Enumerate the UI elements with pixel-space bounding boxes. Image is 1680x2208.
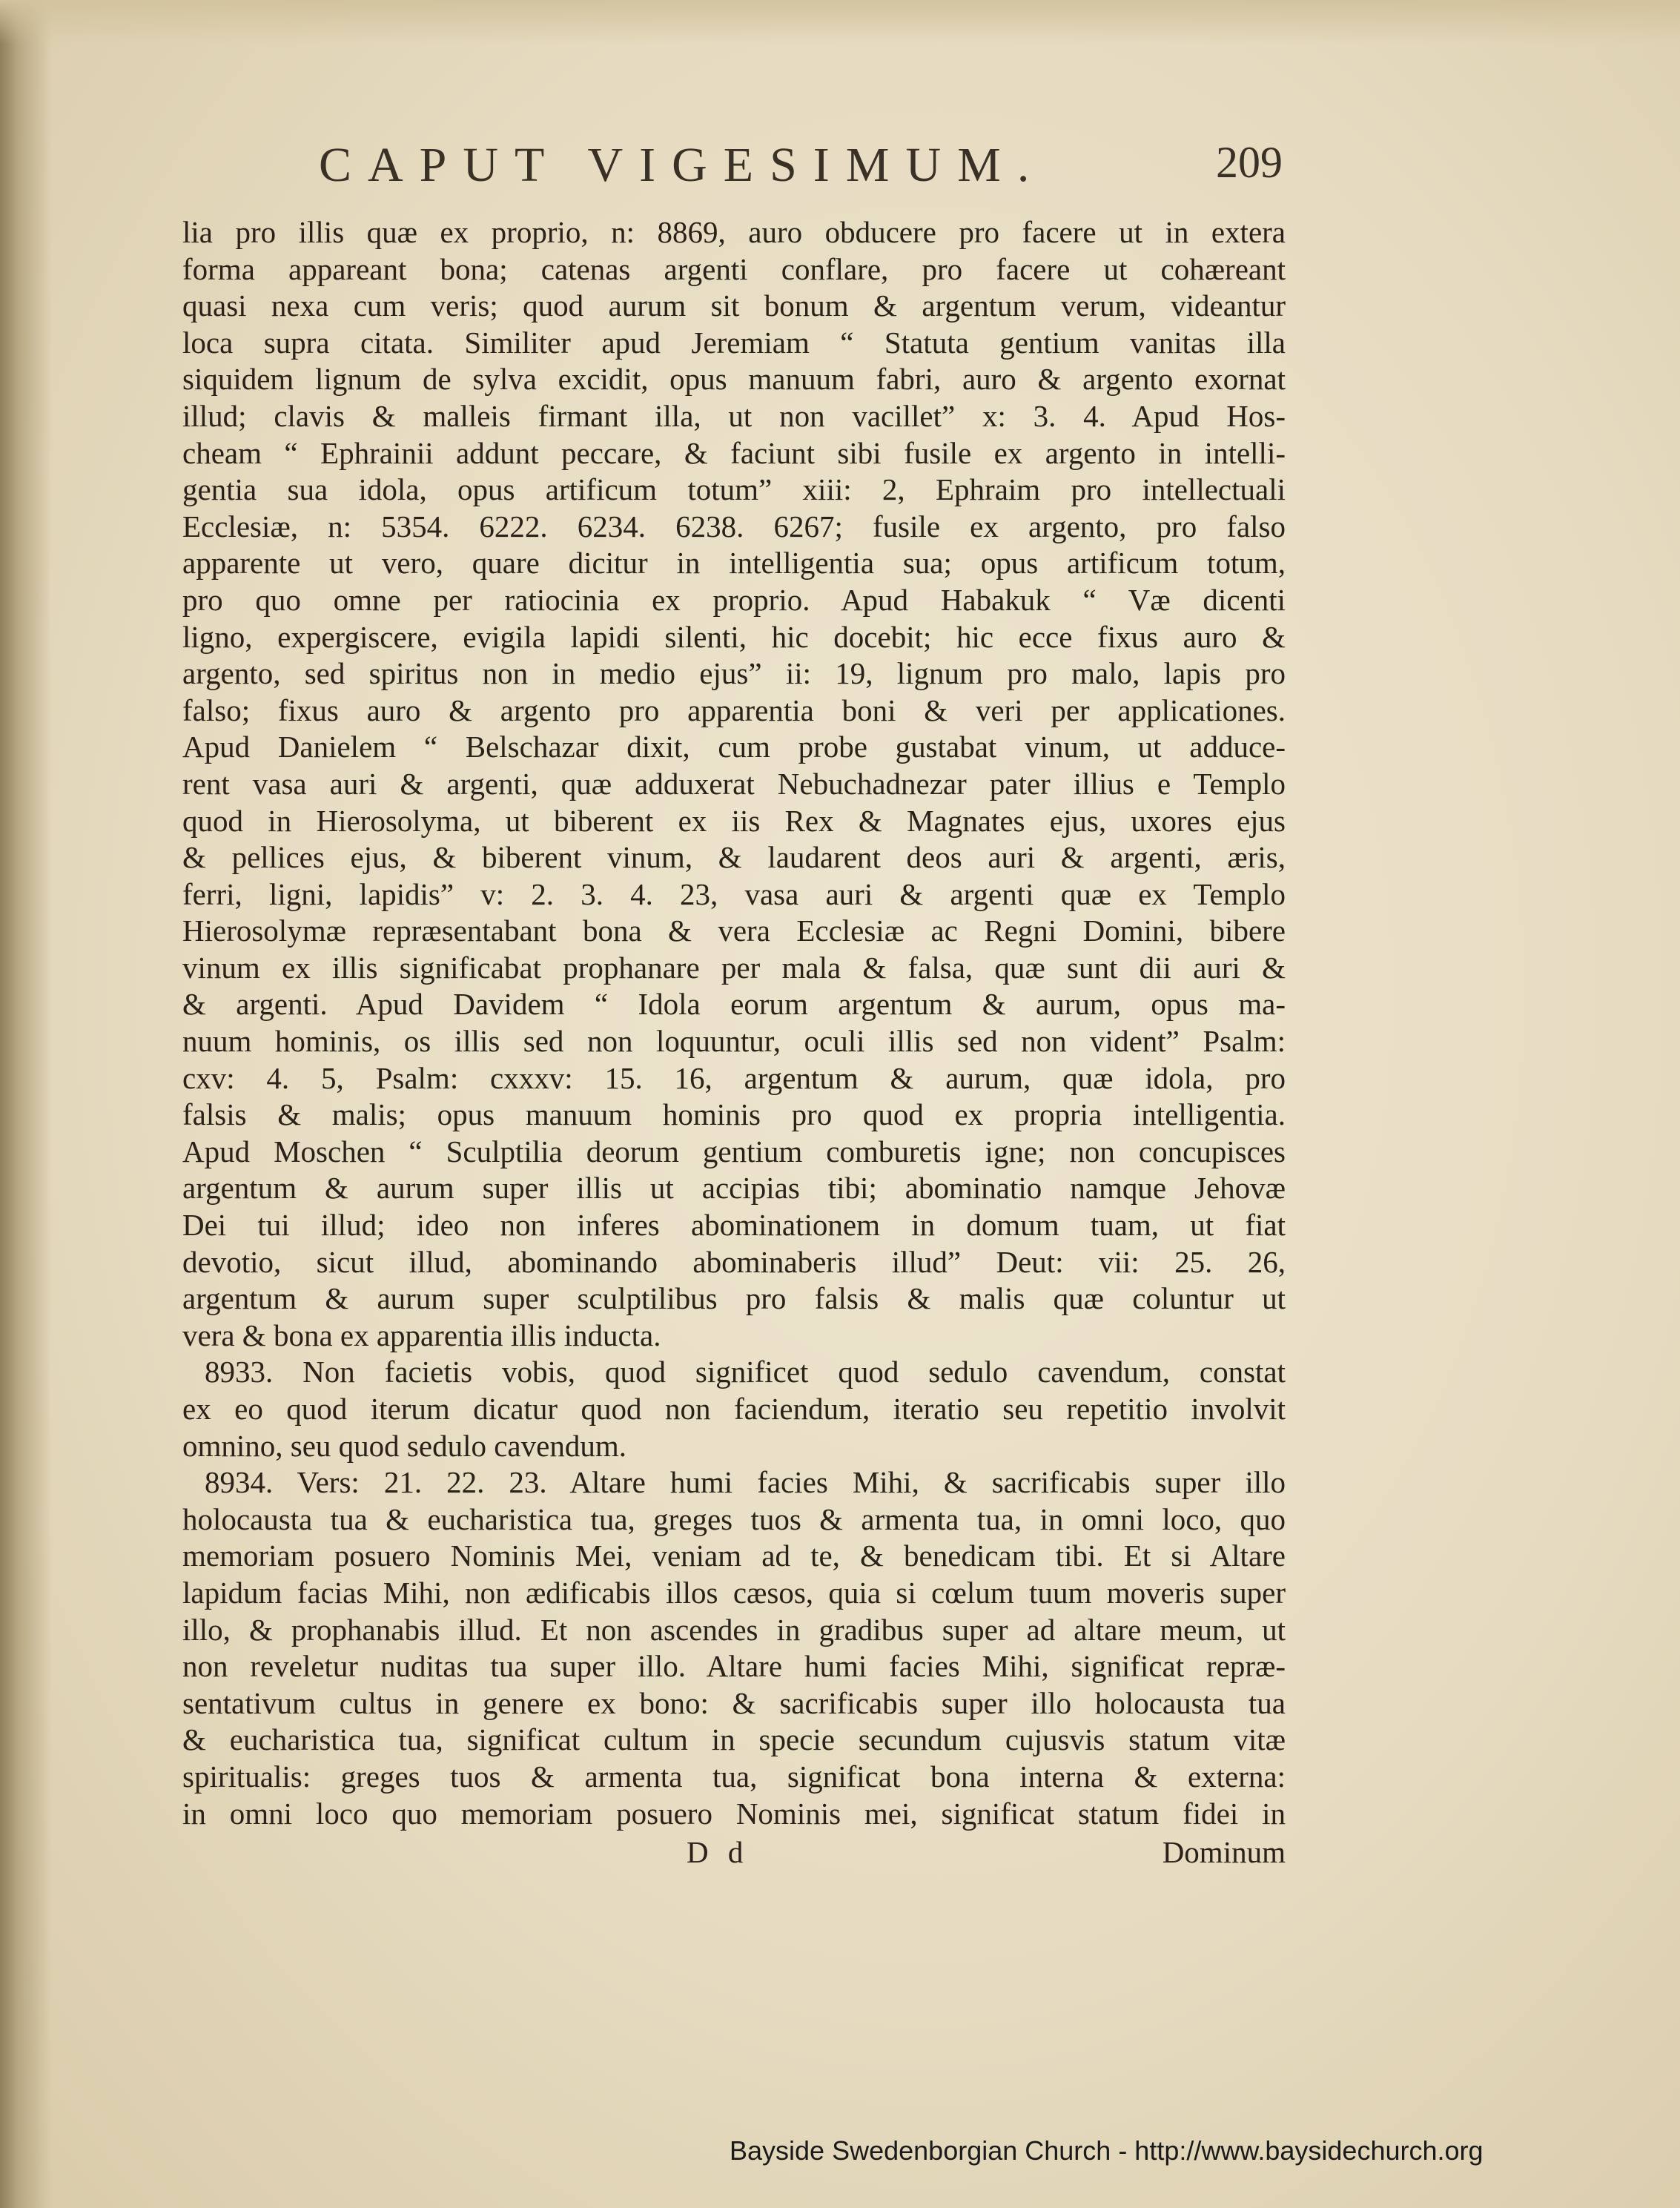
text-line: devotio, sicut illud, abominando abominaberis illud” Deut: vii: 25. 26, <box>182 1244 1286 1279</box>
text-line: gentia sua idola, opus artificum totum” xiii: 2, Ephraim pro intellectuali <box>182 472 1286 507</box>
text-line: & argenti. Apud Davidem “ Idola eorum argentum & aurum, opus ma- <box>182 987 1286 1022</box>
text-line: rent vasa auri & argenti, quæ adduxerat Nebuchadnezar pater illius e Templo <box>182 766 1286 801</box>
paragraph-8933-line: 8933. Non facietis vobis, quod significet quod sedulo cavendum, constat <box>205 1355 1286 1389</box>
text-line: & eucharistica tua, significat cultum in specie secundum cujusvis statum vitæ <box>182 1722 1286 1757</box>
text-line: pro quo omne per ratiocinia ex proprio. Apud Habakuk “ Væ dicenti <box>182 582 1286 617</box>
page-number: 209 <box>1216 138 1283 187</box>
text-line: Dei tui illud; ideo non inferes abominationem in domum tuam, ut fiat <box>182 1208 1286 1243</box>
signature-mark: D d <box>687 1835 750 1869</box>
page-top-edge <box>0 0 1680 44</box>
text-line: illo, & prophanabis illud. Et non ascendes in gradibus super ad altare meum, ut <box>182 1612 1286 1647</box>
text-line: Apud Moschen “ Sculptilia deorum gentium comburetis igne; non concupisces <box>182 1134 1286 1169</box>
text-line: ferri, ligni, lapidis” v: 2. 3. 4. 23, vasa auri & argenti quæ ex Templo <box>182 876 1286 911</box>
text-line: ligno, expergiscere, evigila lapidi silenti, hic docebit; hic ecce fixus auro & <box>182 619 1286 654</box>
text-line: sentativum cultus in genere ex bono: & sacrificabis super illo holocausta tua <box>182 1685 1286 1720</box>
text-line: loca supra citata. Similiter apud Jeremiam “ Statuta gentium vanitas illa <box>182 325 1286 360</box>
text-line: quod in Hierosolyma, ut biberent ex iis Rex & Magnates ejus, uxores ejus <box>182 803 1286 838</box>
text-line: siquidem lignum de sylva excidit, opus manuum fabri, auro & argento exornat <box>182 362 1286 397</box>
text-line: argentum & aurum super sculptilibus pro falsis & malis quæ coluntur ut <box>182 1281 1286 1316</box>
text-line: falsis & malis; opus manuum hominis pro quod ex propria intelligentia. <box>182 1097 1286 1132</box>
catchword: Dominum <box>1162 1835 1286 1869</box>
text-line: memoriam posuero Nominis Mei, veniam ad te, & benedicam tibi. Et si Altare <box>182 1538 1286 1573</box>
text-line: spiritualis: greges tuos & armenta tua, significat bona interna & externa: <box>182 1759 1286 1794</box>
text-line: Apud Danielem “ Belschazar dixit, cum probe gustabat vinum, ut adduce- <box>182 730 1286 764</box>
text-line: Hierosolymæ repræsentabant bona & vera Ecclesiæ ac Regni Domini, bibere <box>182 913 1286 948</box>
text-line: lia pro illis quæ ex proprio, n: 8869, auro obducere pro facere ut in extera <box>182 215 1286 249</box>
text-line: argento, sed spiritus non in medio ejus” ii: 19, lignum pro malo, lapis pro <box>182 656 1286 691</box>
text-line: vera & bona ex apparentia illis inducta. <box>182 1318 661 1352</box>
text-line: & pellices ejus, & biberent vinum, & laudarent deos auri & argenti, æris, <box>182 840 1286 875</box>
running-title: CAPUT VIGESIMUM. <box>319 138 1046 192</box>
text-line: vinum ex illis significabat prophanare per mala & falsa, quæ sunt dii auri & <box>182 950 1286 985</box>
gutter-shadow <box>0 0 52 2208</box>
text-line: holocausta tua & eucharistica tua, greges tuos & armenta tua, in omni loco, quo <box>182 1501 1286 1536</box>
text-line: cheam “ Ephrainii addunt peccare, & faciunt sibi fusile ex argento in intelli- <box>182 435 1286 470</box>
body-text <box>182 214 1286 1832</box>
paragraph-8934-line: 8934. Vers: 21. 22. 23. Altare humi facies Mihi, & sacrificabis super illo <box>205 1465 1286 1500</box>
watermark-link[interactable]: Bayside Swedenborgian Church - http://www.baysidechurch.org <box>730 2135 1484 2166</box>
text-line: omnino, seu quod sedulo cavendum. <box>182 1428 626 1463</box>
page-header <box>319 137 1283 204</box>
text-line: lapidum facias Mihi, non ædificabis illos cæsos, quia si cœlum tuum moveris super <box>182 1575 1286 1610</box>
text-line: cxv: 4. 5, Psalm: cxxxv: 15. 16, argentum & aurum, quæ idola, pro <box>182 1060 1286 1095</box>
text-line: forma appareant bona; catenas argenti conflare, pro facere ut cohæreant <box>182 251 1286 286</box>
text-line: Ecclesiæ, n: 5354. 6222. 6234. 6238. 6267; fusile ex argento, pro falso <box>182 509 1286 543</box>
text-line: argentum & aurum super illis ut accipias tibi; abominatio namque Jehovæ <box>182 1171 1286 1206</box>
text-line: apparente ut vero, quare dicitur in intelligentia sua; opus artificum totum, <box>182 546 1286 581</box>
text-line: quasi nexa cum veris; quod aurum sit bonum & argentum verum, videantur <box>182 288 1286 323</box>
text-line: illud; clavis & malleis firmant illa, ut non vacillet” x: 3. 4. Apud Hos- <box>182 398 1286 433</box>
text-line: non reveletur nuditas tua super illo. Altare humi facies Mihi, significat repræ- <box>182 1649 1286 1684</box>
text-line: nuum hominis, os illis sed non loquuntur, oculi illis sed non vident” Psalm: <box>182 1024 1286 1059</box>
text-line: in omni loco quo memoriam posuero Nominis mei, significat statum fidei in <box>182 1796 1286 1831</box>
text-line: ex eo quod iterum dicatur quod non faciendum, iteratio seu repetitio involvit <box>182 1392 1286 1426</box>
text-line: falso; fixus auro & argento pro apparentia boni & veri per applicationes. <box>182 693 1286 727</box>
page-footer <box>182 1834 1286 1871</box>
